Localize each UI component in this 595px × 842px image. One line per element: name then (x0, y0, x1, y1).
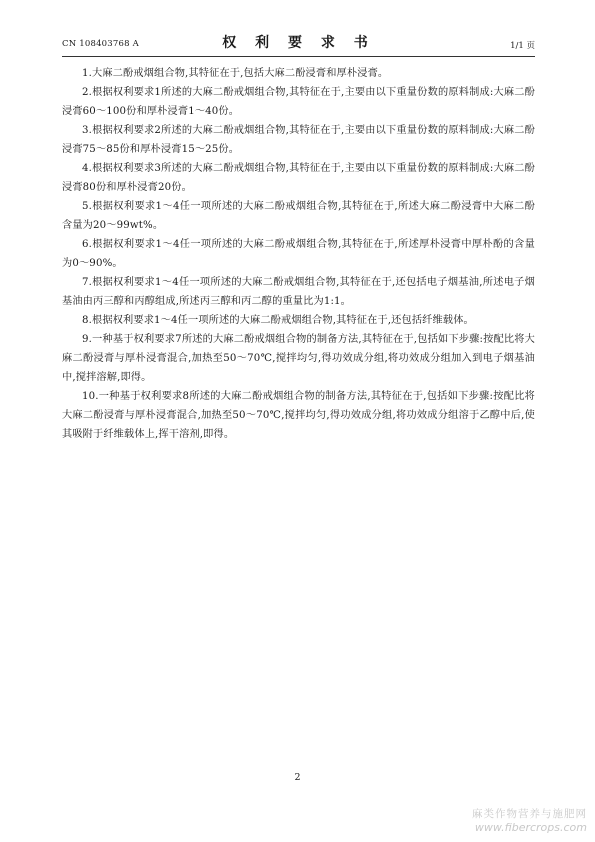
watermark-url: www.fibercrops.com (474, 821, 587, 834)
document-title: 权 利 要 求 书 (222, 35, 375, 51)
claim-2: 2.根据权利要求1所述的大麻二酚戒烟组合物,其特征在于,主要由以下重量份数的原料制成:大麻二酚浸膏60～100份和厚朴浸膏1～40份。 (62, 87, 535, 117)
watermark (472, 806, 587, 834)
claim-7: 7.根据权利要求1～4任一项所述的大麻二酚戒烟组合物,其特征在于,还包括电子烟基油,所述电子烟基油由丙三醇和丙醇组成,所述丙三醇和丙二醇的重量比为1:1。 (62, 277, 535, 307)
claim-8: 8.根据权利要求1～4任一项所述的大麻二酚戒烟组合物,其特征在于,还包括纤维载体。 (82, 315, 474, 326)
page-indicator: 1/1 页 (510, 41, 535, 51)
claims-list (62, 64, 535, 444)
claim-3: 3.根据权利要求2所述的大麻二酚戒烟组合物,其特征在于,主要由以下重量份数的原料制成:大麻二酚浸膏75～85份和厚朴浸膏15～25份。 (62, 125, 535, 155)
header-divider (62, 56, 535, 57)
claim-6: 6.根据权利要求1～4任一项所述的大麻二酚戒烟组合物,其特征在于,所述厚朴浸膏中厚朴酚的含量为0～90%。 (62, 239, 535, 269)
claim-5: 5.根据权利要求1～4任一项所述的大麻二酚戒烟组合物,其特征在于,所述大麻二酚浸膏中大麻二酚含量为20～99wt%。 (62, 201, 535, 231)
watermark-site-name: 麻类作物营养与施肥网 (472, 808, 587, 820)
publication-number: CN 108403768 A (62, 39, 139, 49)
claim-1: 1.大麻二酚戒烟组合物,其特征在于,包括大麻二酚浸膏和厚朴浸膏。 (82, 68, 389, 79)
page-header (62, 32, 535, 54)
claim-4: 4.根据权利要求3所述的大麻二酚戒烟组合物,其特征在于,主要由以下重量份数的原料制成:大麻二酚浸膏80份和厚朴浸膏20份。 (62, 163, 535, 193)
claim-10: 10.一种基于权利要求8所述的大麻二酚戒烟组合物的制备方法,其特征在于,包括如下步骤:按配比将大麻二酚浸膏与厚朴浸膏混合,加热至50～70℃,搅拌均匀,得功效成分组,将功效成分组溶于乙醇中后,使其吸附于纤维载体上,挥干溶剂,即得。 (62, 391, 535, 440)
claim-9: 9.一种基于权利要求7所述的大麻二酚戒烟组合物的制备方法,其特征在于,包括如下步骤:按配比将大麻二酚浸膏与厚朴浸膏混合,加热至50～70℃,搅拌均匀,得功效成分组,将功效成分组加入到电子烟基油中,搅拌溶解,即得。 (62, 334, 535, 383)
page-number: 2 (294, 772, 301, 783)
